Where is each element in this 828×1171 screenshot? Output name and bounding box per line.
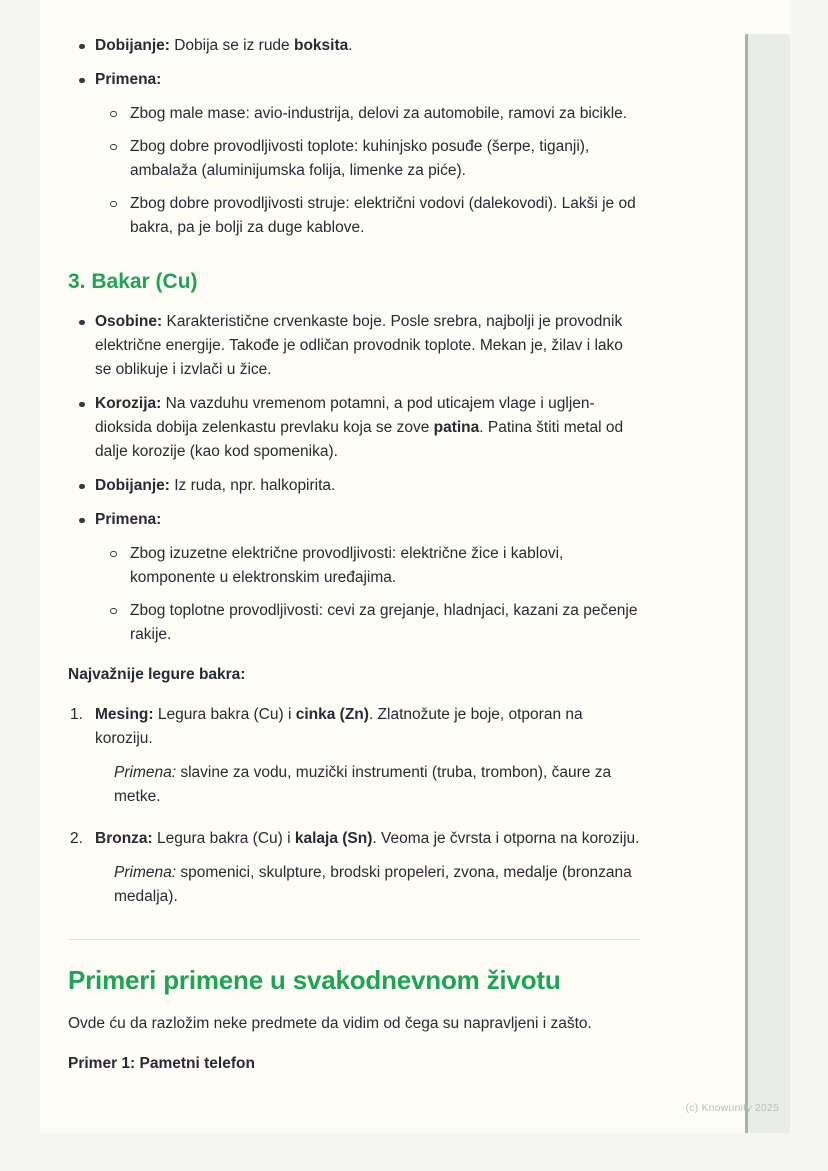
list-item-text [130,192,640,240]
text-run: Dobija se iz rude [169,37,294,54]
text-run: Najvažnije legure bakra: [68,666,246,683]
text-run: Mesing: [95,706,154,723]
numbered-list [68,703,640,909]
paragraph [68,1012,640,1036]
bullet-list [95,761,640,809]
text-run: Zbog dobre provodljivosti struje: električni vodovi (dalekovodi). Lakši je od bakra, pa je bolji za duge kablove. [130,195,636,236]
bullet-icon [68,34,95,58]
list-item-text [114,761,640,809]
document-content [68,34,640,1092]
watermark: (c) Knowunity 2025 [685,1102,779,1114]
list-item-text [95,34,640,58]
text-run: Na vazduhu vremenom potamni, a pod uticajem vlage i ugljen-dioksida dobija zelenkastu prevlaku koja se zove [95,395,595,436]
list-item-text [95,827,640,909]
text-run: Dobijanje: [95,37,170,54]
text-run: Legura bakra (Cu) i [153,706,296,723]
bullet-list [68,34,640,240]
divider [68,939,640,940]
text-run: Primena: [95,511,162,528]
list-item [95,542,640,590]
text-run: Dobijanje: [95,477,170,494]
text-run: patina [433,419,480,436]
bullet-list [95,861,640,909]
bullet-icon [68,68,95,92]
text-run: Iz ruda, npr. halkopirita. [169,477,336,494]
list-item-text [95,474,640,498]
text-run: boksita [293,37,349,54]
bullet-icon [68,474,95,498]
page-heading: Primeri primene u svakodnevnom životu [68,965,561,995]
bullet-list [68,310,640,647]
list-item [68,34,640,58]
section-heading: 3. Bakar (Cu) [68,270,198,293]
text-run: Korozija: [95,395,162,412]
list-item-text [114,861,640,909]
bullet-icon [68,310,95,334]
list-item [95,192,640,240]
text-run: . Patina štiti metal od dalje korozije (kao kod spomenika). [95,419,624,460]
list-item [95,102,640,126]
text-run: . Zlatnožute je boje, otporan na koroziju. [95,706,583,747]
circle-bullet-icon [95,599,130,623]
bullet-list [95,102,640,240]
list-item-text [130,102,640,126]
text-run: . [348,37,353,54]
text-run: Ovde ću da razložim neke predmete da vidim od čega su napravljeni i zašto. [68,1015,592,1032]
circle-bullet-icon [95,135,130,159]
text-run: Karakteristične crvenkaste boje. Posle srebra, najbolji je provodnik električne energije. Takođe je odličan provodnik toplote. Mekan je, žilav i lako se oblikuje i izvlači u žice. [95,313,623,378]
list-item [68,827,640,909]
list-item-text [130,599,640,647]
list-item [68,392,640,464]
list-item [68,310,640,382]
list-item-text [130,542,640,590]
paragraph [68,663,640,687]
circle-bullet-icon [95,192,130,216]
list-item [68,68,640,240]
text-run: Zbog male mase: avio-industrija, delovi za automobile, ramovi za bicikle. [130,105,628,122]
text-run: cinka (Zn) [295,706,369,723]
list-item-text [95,392,640,464]
list-item-text [95,310,640,382]
list-number: 1. [70,706,83,723]
text-run: . Veoma je čvrsta i otporna na koroziju. [372,830,640,847]
circle-bullet-icon [95,542,130,566]
text-run: Zbog toplotne provodljivosti: cevi za grejanje, hladnjaci, kazani za pečenje rakije. [130,602,638,643]
list-item [68,508,640,647]
list-item-text [95,703,640,809]
text-run: Zbog izuzetne električne provodljivosti: električne žice i kablovi, komponente u elektronskim uređajima. [130,545,564,586]
page-side-strip [745,34,790,1133]
bullet-icon [68,392,95,416]
list-item [95,599,640,647]
text-run: Primena: [114,864,177,881]
list-item [95,761,640,809]
list-item [95,861,640,909]
text-run: slavine za vodu, muzički instrumenti (truba, trombon), čaure za metke. [114,764,612,805]
circle-bullet-icon [95,102,130,126]
text-run: Zbog dobre provodljivosti toplote: kuhinjsko posuđe (šerpe, tiganji), ambalaža (aluminijumska folija, limenke za piće). [130,138,590,179]
text-run: Primena: [114,764,177,781]
list-item [68,474,640,498]
paragraph [68,1052,640,1076]
list-item-text [95,508,640,647]
list-item [95,135,640,183]
bullet-icon [95,761,114,785]
text-run: Legura bakra (Cu) i [152,830,295,847]
text-run: Osobine: [95,313,163,330]
bullet-icon [68,508,95,532]
text-run: Primer 1: Pametni telefon [68,1055,255,1072]
bullet-icon [95,861,114,885]
list-item-text [130,135,640,183]
text-run: kalaja (Sn) [294,830,373,847]
list-item [68,703,640,809]
text-run: Primena: [95,71,162,88]
text-run: Bronza: [95,830,153,847]
document-page [40,0,790,1133]
list-number: 2. [70,830,83,847]
list-item-text [95,68,640,240]
bullet-list [95,542,640,647]
text-run: spomenici, skulpture, brodski propeleri, zvona, medalje (bronzana medalja). [114,864,632,905]
